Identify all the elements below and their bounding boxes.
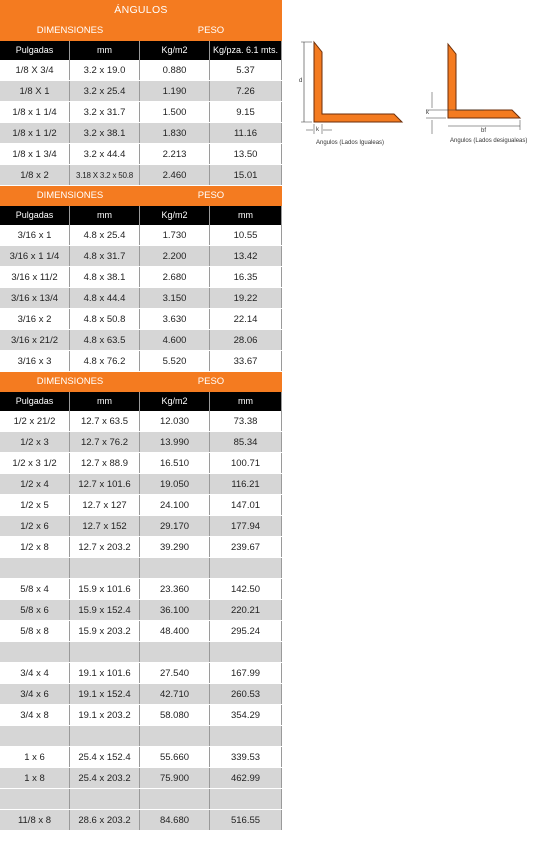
table-cell: 55.660 [140,747,210,767]
table-cell: 12.7 x 127 [70,495,140,515]
table-cell: 2.680 [140,267,210,287]
table-cell: 100.71 [210,453,282,473]
table-cell: 2.460 [140,165,210,185]
table-cell: 5.37 [210,60,282,80]
table-cell: 147.01 [210,495,282,515]
table-cell: 1/2 x 3 [0,432,70,452]
table-cell: 5/8 x 8 [0,621,70,641]
column-header: mm [210,392,282,411]
table-cell: 12.030 [140,411,210,431]
table-cell: 2.213 [140,144,210,164]
table-cell: 7.26 [210,81,282,101]
table-cell: 142.50 [210,579,282,599]
table-cell: 3.150 [140,288,210,308]
table-cell: 3/4 x 4 [0,663,70,683]
spacer-row [0,726,282,747]
table-cell: 1.830 [140,123,210,143]
column-header: Pulgadas [0,206,70,225]
table-row [0,621,282,642]
table-cell: 23.360 [140,579,210,599]
table-row [0,747,282,768]
table-row [0,267,282,288]
column-header: Kg/m2 [140,206,210,225]
table-cell: 11.16 [210,123,282,143]
table-row [0,495,282,516]
group-dimensiones: DIMENSIONES [36,190,104,201]
table-cell [140,726,210,746]
equal-angle-diagram [301,42,402,134]
table-row [0,246,282,267]
table-cell: 1/8 x 2 [0,165,70,185]
table-cell: 13.990 [140,432,210,452]
table-cell: 167.99 [210,663,282,683]
group-header [0,21,282,41]
table-row [0,705,282,726]
table-cell [140,642,210,662]
table-cell: 29.170 [140,516,210,536]
column-header: mm [70,206,140,225]
table-cell [210,642,282,662]
table-row [0,810,282,831]
table-cell: 42.710 [140,684,210,704]
group-peso: PESO [197,25,225,36]
table-row [0,684,282,705]
table-cell: 1/2 x 8 [0,537,70,557]
column-header: Kg/pza. 6.1 mts. [210,41,282,60]
table-cell: 1/2 x 3 1/2 [0,453,70,473]
unequal-angle-diagram [426,44,520,134]
table-row [0,330,282,351]
table-cell: 1/2 x 4 [0,474,70,494]
table-row [0,225,282,246]
spacer-row [0,558,282,579]
table-cell [0,789,70,809]
table-cell [70,642,140,662]
group-header [0,372,282,392]
table-cell: 462.99 [210,768,282,788]
table-cell: 3.2 x 25.4 [70,81,140,101]
table-cell: 5/8 x 6 [0,600,70,620]
table-cell: 516.55 [210,810,282,830]
column-header: Pulgadas [0,41,70,60]
table-cell: 3/4 x 8 [0,705,70,725]
table-cell: 177.94 [210,516,282,536]
table-cell: 73.38 [210,411,282,431]
table-cell: 1/8 x 1 1/4 [0,102,70,122]
table-cell: 0.880 [140,60,210,80]
column-header: mm [70,41,140,60]
table-cell: 1 x 8 [0,768,70,788]
table-row [0,516,282,537]
table-cell: 3.2 x 38.1 [70,123,140,143]
group-peso: PESO [197,190,225,201]
table-cell: 12.7 x 63.5 [70,411,140,431]
table-cell [0,642,70,662]
table-cell [140,558,210,578]
column-header-row [0,392,282,411]
table-cell: 3.2 x 44.4 [70,144,140,164]
table-row [0,60,282,81]
table-cell: 11/8 x 8 [0,810,70,830]
table-cell: 1.500 [140,102,210,122]
group-peso: PESO [197,376,225,387]
table-cell [140,789,210,809]
column-header: mm [70,392,140,411]
spacer-row [0,642,282,663]
unequal-angle-shape [448,44,520,118]
table-cell: 28.6 x 203.2 [70,810,140,830]
table-cell: 15.9 x 152.4 [70,600,140,620]
table-cell: 3.2 x 31.7 [70,102,140,122]
group-dimensiones: DIMENSIONES [36,25,104,36]
column-header: mm [210,206,282,225]
table-cell: 22.14 [210,309,282,329]
table-cell [210,726,282,746]
table-row [0,309,282,330]
table-cell [70,726,140,746]
table-cell: 1/8 X 3/4 [0,60,70,80]
table-cell: 15.01 [210,165,282,185]
table-cell: 354.29 [210,705,282,725]
table-row [0,411,282,432]
table-cell: 1/2 x 6 [0,516,70,536]
table-cell: 4.600 [140,330,210,350]
table-cell [0,726,70,746]
table-cell: 295.24 [210,621,282,641]
table-cell: 4.8 x 38.1 [70,267,140,287]
table-cell: 19.22 [210,288,282,308]
table-cell: 4.8 x 44.4 [70,288,140,308]
table-cell: 19.1 x 203.2 [70,705,140,725]
table-row [0,351,282,372]
table-cell: 3/16 x 2 [0,309,70,329]
table-sections [0,21,282,831]
table-cell: 16.35 [210,267,282,287]
table-cell: 220.21 [210,600,282,620]
table-cell: 260.53 [210,684,282,704]
table-row [0,453,282,474]
table-cell: 84.680 [140,810,210,830]
column-header: Kg/m2 [140,41,210,60]
table-row [0,102,282,123]
table-row [0,432,282,453]
table-row [0,474,282,495]
table-cell [70,789,140,809]
table-title: ÁNGULOS [0,0,282,21]
table-cell: 4.8 x 63.5 [70,330,140,350]
table-cell: 4.8 x 50.8 [70,309,140,329]
table-cell: 85.34 [210,432,282,452]
table-cell: 27.540 [140,663,210,683]
label-d: d [299,78,303,84]
table-cell: 12.7 x 152 [70,516,140,536]
table-cell: 4.8 x 76.2 [70,351,140,371]
table-cell: 1.190 [140,81,210,101]
table-cell: 48.400 [140,621,210,641]
table-cell: 2.200 [140,246,210,266]
table-cell: 19.050 [140,474,210,494]
table-cell: 116.21 [210,474,282,494]
table-cell: 9.15 [210,102,282,122]
group-header [0,186,282,206]
table-cell: 10.55 [210,225,282,245]
table-cell: 3.2 x 19.0 [70,60,140,80]
table-cell: 1.730 [140,225,210,245]
table-cell: 15.9 x 101.6 [70,579,140,599]
table-cell: 12.7 x 101.6 [70,474,140,494]
table-row [0,144,282,165]
table-row [0,537,282,558]
column-header: Kg/m2 [140,392,210,411]
table-cell: 1/8 x 1 3/4 [0,144,70,164]
table-cell: 4.8 x 25.4 [70,225,140,245]
table-row [0,768,282,789]
table-cell: 12.7 x 76.2 [70,432,140,452]
table-row [0,288,282,309]
equal-angle-shape [314,42,402,122]
table-cell: 3.630 [140,309,210,329]
table-cell: 4.8 x 31.7 [70,246,140,266]
table-cell [210,789,282,809]
table-cell: 13.50 [210,144,282,164]
spacer-row [0,789,282,810]
table-cell: 19.1 x 101.6 [70,663,140,683]
table-cell: 15.9 x 203.2 [70,621,140,641]
table-cell: 3/4 x 6 [0,684,70,704]
table-cell: 3/16 x 1 [0,225,70,245]
table-cell: 1/2 x 21/2 [0,411,70,431]
table-row [0,165,282,186]
table-cell: 13.42 [210,246,282,266]
table-cell: 75.900 [140,768,210,788]
caption-unequal: Angulos (Lados desigualeas) [450,138,528,144]
table-cell: 25.4 x 203.2 [70,768,140,788]
table-cell: 28.06 [210,330,282,350]
table-cell: 16.510 [140,453,210,473]
table-cell: 36.100 [140,600,210,620]
table-cell: 33.67 [210,351,282,371]
table-cell: 1 x 6 [0,747,70,767]
table-cell: 3/16 x 21/2 [0,330,70,350]
table-cell [0,558,70,578]
table-cell: 3/16 x 3 [0,351,70,371]
angle-diagrams [286,30,550,160]
table-row [0,663,282,684]
table-cell: 3/16 x 13/4 [0,288,70,308]
table-row [0,81,282,102]
table-cell: 1/2 x 5 [0,495,70,515]
table-cell: 12.7 x 88.9 [70,453,140,473]
caption-equal: Angulos (Lados Igualeas) [316,140,385,146]
table-cell: 39.290 [140,537,210,557]
table-cell: 5/8 x 4 [0,579,70,599]
label-bf: bf [481,128,487,134]
column-header-row [0,41,282,60]
table-cell [70,558,140,578]
table-cell: 3/16 x 1 1/4 [0,246,70,266]
table-cell: 239.67 [210,537,282,557]
table-cell: 3.18 X 3.2 x 50.8 [70,165,140,185]
table-cell: 58.080 [140,705,210,725]
table-cell: 12.7 x 203.2 [70,537,140,557]
table-cell: 1/8 X 1 [0,81,70,101]
column-header: Pulgadas [0,392,70,411]
label-k-equal: k [316,127,319,133]
table-cell: 25.4 x 152.4 [70,747,140,767]
table-cell: 19.1 x 152.4 [70,684,140,704]
table-row [0,579,282,600]
table-cell: 1/8 x 1 1/2 [0,123,70,143]
table-row [0,600,282,621]
table-cell: 5.520 [140,351,210,371]
group-dimensiones: DIMENSIONES [36,376,104,387]
table-cell: 339.53 [210,747,282,767]
table-cell [210,558,282,578]
table-cell: 24.100 [140,495,210,515]
table-row [0,123,282,144]
label-k-unequal: k [426,110,429,116]
column-header-row [0,206,282,225]
table-cell: 3/16 x 11/2 [0,267,70,287]
